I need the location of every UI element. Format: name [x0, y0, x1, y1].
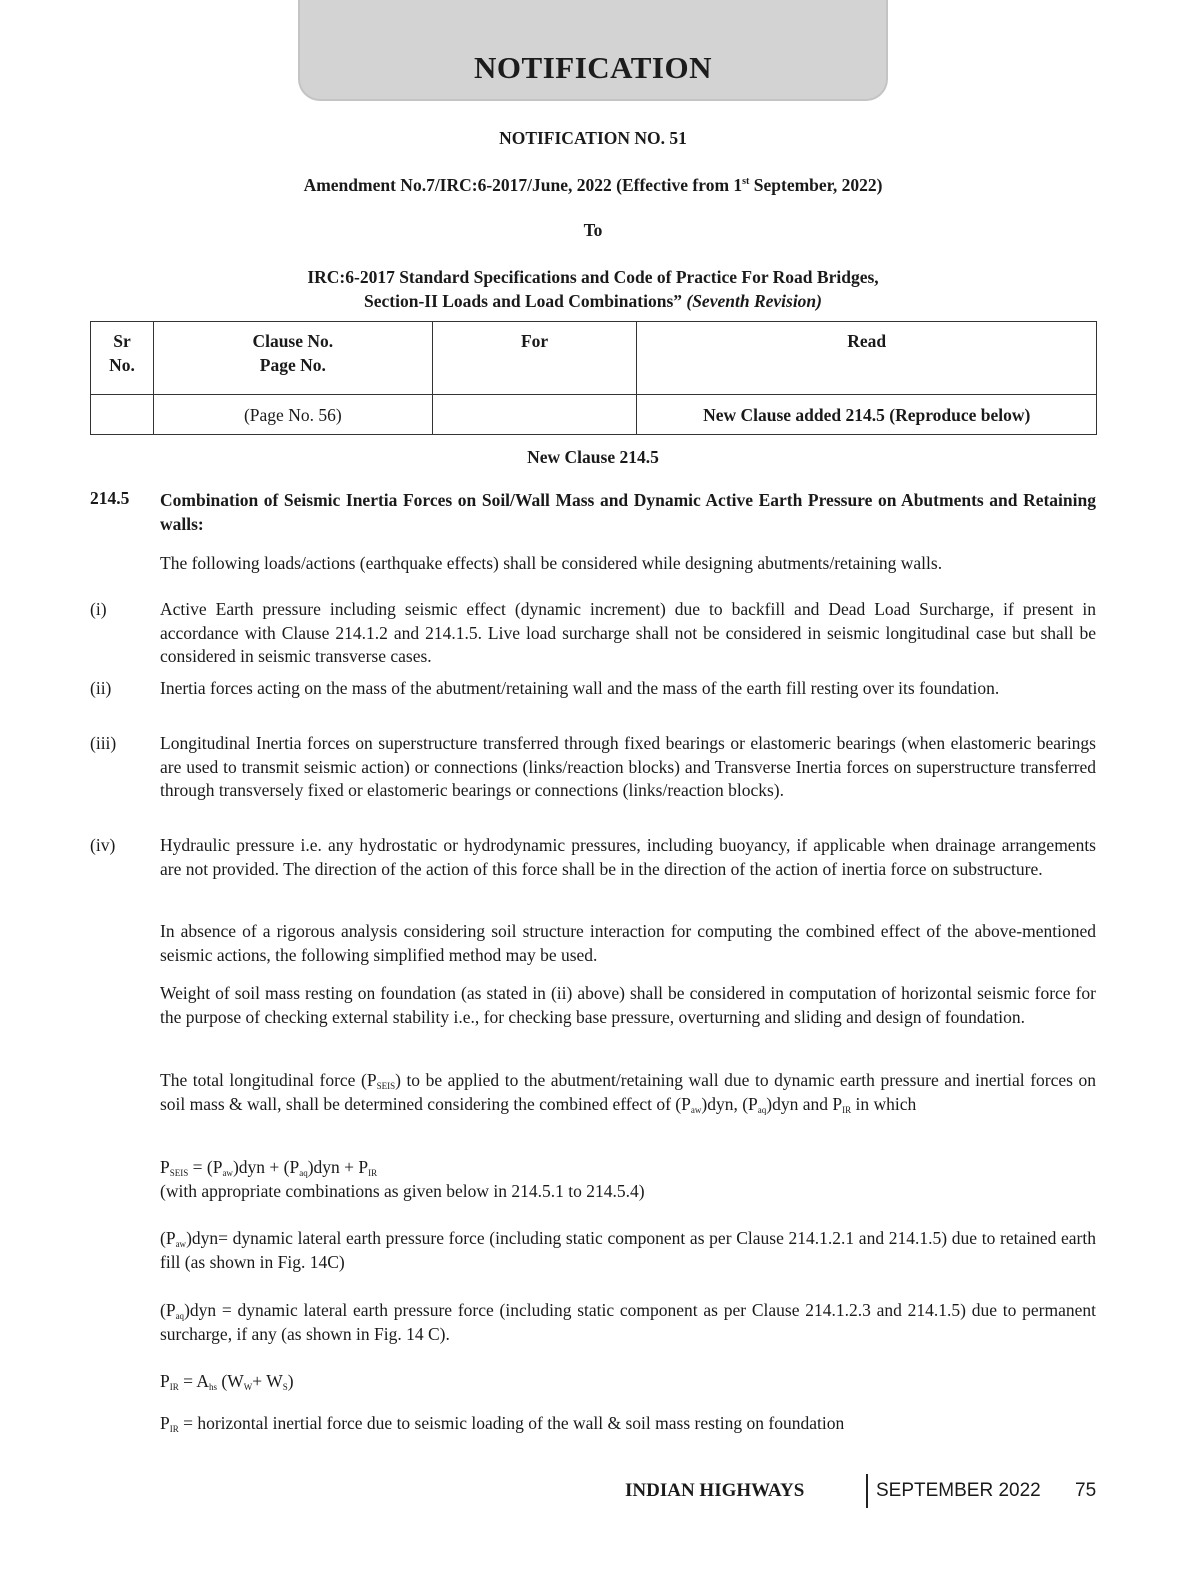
total-text-4: )dyn and P	[766, 1093, 843, 1114]
table-row	[91, 395, 1097, 435]
formula-pseis	[160, 1156, 1096, 1180]
item-text: Hydraulic pressure i.e. any hydrostatic or hydrodynamic pressures, including buoyancy, if applicable when drainage arrangements are not provided. The direction of the action of this force shall be in the direction of the action of inertia force on substructure.	[160, 835, 1096, 879]
f2-s3: W	[243, 1382, 253, 1392]
item-number: (ii)	[90, 678, 112, 698]
item-text: Inertia forces acting on the mass of the abutment/retaining wall and the mass of the earth fill resting over its foundation.	[160, 678, 1000, 698]
table-header-row	[91, 322, 1097, 395]
header-clause	[153, 322, 432, 395]
f2-s2: hs	[209, 1382, 218, 1392]
total-text-2: ) to be applied to the abutment/retaining wall due to dynamic earth pressure and inertial forces on soil mass & wall, shall be determined considering the combined effect of (P	[160, 1070, 1096, 1114]
total-force-paragraph	[160, 1069, 1096, 1116]
f2-t4: + W	[252, 1371, 283, 1391]
section-title: Combination of Seismic Inertia Forces on Soil/Wall Mass and Dynamic Active Earth Pressure on Abutments and Retaining walls:	[160, 490, 1096, 534]
definition-paq	[160, 1299, 1096, 1346]
f2-t2: = A	[178, 1371, 210, 1391]
formula-pir	[160, 1370, 1096, 1394]
footer-date: SEPTEMBER 2022	[876, 1480, 1041, 1501]
header-sr-line1: Sr	[113, 331, 131, 351]
header-clause-line1: Clause No.	[252, 331, 334, 351]
cell-read: New Clause added 214.5 (Reproduce below)	[637, 395, 1097, 435]
item-text: Longitudinal Inertia forces on superstructure transferred through fixed bearings or elastomeric bearings (when elastomeric bearings are used to transmit seismic action) or connections (links/reaction blocks) and Transverse Inertia forces on superstructure transferred through transversely fixed or elastomeric bearings or connections (links/reaction blocks).	[160, 733, 1096, 800]
total-text-1: The total longitudinal force (P	[160, 1070, 377, 1090]
def-aq-text: )dyn = dynamic lateral earth pressure force (including static component as per Clause 214.1.2.3 and 214.1.5) due to permanent surcharge, if any (as shown in Fig. 14 C).	[160, 1300, 1096, 1344]
f1-s4: IR	[368, 1168, 378, 1178]
def-ir-sub: IR	[169, 1424, 179, 1434]
definition-paw	[160, 1227, 1096, 1274]
banner-title: NOTIFICATION	[474, 49, 712, 85]
cell-sr	[91, 395, 154, 435]
standard-title	[90, 265, 1096, 313]
def-aw-p: (P	[160, 1228, 176, 1248]
notification-number: NOTIFICATION NO. 51	[499, 128, 687, 148]
item-number: (iv)	[90, 835, 116, 855]
formula-note: (with appropriate combinations as given below in 214.5.1 to 214.5.4)	[160, 1181, 645, 1201]
amendment-line	[90, 175, 1096, 196]
total-text-3: )dyn, (P	[701, 1093, 758, 1114]
f2-s4: S	[282, 1382, 288, 1392]
f1-t2: = (P	[188, 1157, 223, 1177]
header-sr-no	[91, 322, 154, 395]
f1-s1: SEIS	[169, 1168, 189, 1178]
header-read: Read	[637, 322, 1097, 395]
f2-t5: )	[287, 1371, 294, 1391]
new-clause-heading: New Clause 214.5	[527, 447, 659, 467]
total-text-5: in which	[851, 1093, 917, 1114]
item-text: Active Earth pressure including seismic effect (dynamic increment) due to backfill and Dead Load Surcharge, if present in accordance with Clause 214.1.2 and 214.1.5. Live load surcharge shall not be considered in seismic longitudinal case but shall be considered in seismic transverse cases.	[160, 599, 1096, 666]
amendment-pre: Amendment No.7/IRC:6-2017/June, 2022 (Effective from 1	[303, 175, 743, 195]
standard-revision: (Seventh Revision)	[686, 291, 822, 311]
def-aw-text: )dyn= dynamic lateral earth pressure force (including static component as per Clause 214.1.2.1 and 214.1.5) due to retained earth fill (as shown in Fig. 14C)	[160, 1228, 1096, 1272]
f1-t4: )dyn + P	[307, 1157, 369, 1177]
item-number: (i)	[90, 599, 107, 619]
total-sub-2: aw	[690, 1104, 702, 1115]
f2-t3: (W	[217, 1371, 244, 1391]
definition-pir	[160, 1412, 1096, 1436]
absence-paragraph: In absence of a rigorous analysis considering soil structure interaction for computing the combined effect of the above-mentioned seismic actions, the following simplified method may be used.	[160, 921, 1096, 965]
def-ir-text: = horizontal inertial force due to seismic loading of the wall & soil mass resting on foundation	[178, 1413, 845, 1433]
total-sub-4: IR	[842, 1104, 852, 1115]
weight-paragraph: Weight of soil mass resting on foundation (as stated in (ii) above) shall be considered in computation of horizontal seismic force for the purpose of checking external stability i.e., for checking base pressure, overturning and sliding and design of foundation.	[160, 983, 1096, 1027]
f1-s3: aq	[299, 1168, 308, 1178]
section-number: 214.5	[90, 488, 130, 508]
amendment-table	[90, 321, 1097, 435]
cell-clause: (Page No. 56)	[153, 395, 432, 435]
item-number: (iii)	[90, 733, 117, 753]
amendment-sup: st	[742, 176, 750, 187]
f1-s2: aw	[222, 1168, 233, 1178]
header-for: For	[432, 322, 637, 395]
page-number: 75	[1075, 1480, 1097, 1501]
standard-line-2	[90, 289, 1096, 313]
def-aq-sub: aq	[175, 1311, 185, 1321]
f2-p1: P	[160, 1371, 170, 1391]
notification-banner	[298, 0, 888, 101]
total-sub-1: SEIS	[376, 1081, 396, 1091]
header-clause-line2: Page No.	[259, 355, 326, 375]
standard-line-2-text: Section-II Loads and Load Combinations”	[364, 291, 682, 311]
intro-paragraph: The following loads/actions (earthquake effects) shall be considered while designing abutments/retaining walls.	[160, 553, 943, 573]
def-aw-sub: aw	[175, 1239, 187, 1249]
f1-t3: )dyn + (P	[232, 1157, 300, 1177]
total-sub-3: aq	[757, 1104, 767, 1115]
def-ir-p: P	[160, 1413, 170, 1433]
footer-divider	[866, 1474, 868, 1508]
header-sr-line2: No.	[109, 355, 135, 375]
amendment-post: September, 2022)	[749, 175, 883, 195]
to-line: To	[583, 220, 603, 240]
f1-p1: P	[160, 1157, 170, 1177]
footer-publication: INDIAN HIGHWAYS	[625, 1480, 805, 1501]
cell-for	[432, 395, 637, 435]
standard-line-1: IRC:6-2017 Standard Specifications and Code of Practice For Road Bridges,	[307, 267, 879, 287]
def-aq-p: (P	[160, 1300, 176, 1320]
f2-s1: IR	[169, 1382, 179, 1392]
